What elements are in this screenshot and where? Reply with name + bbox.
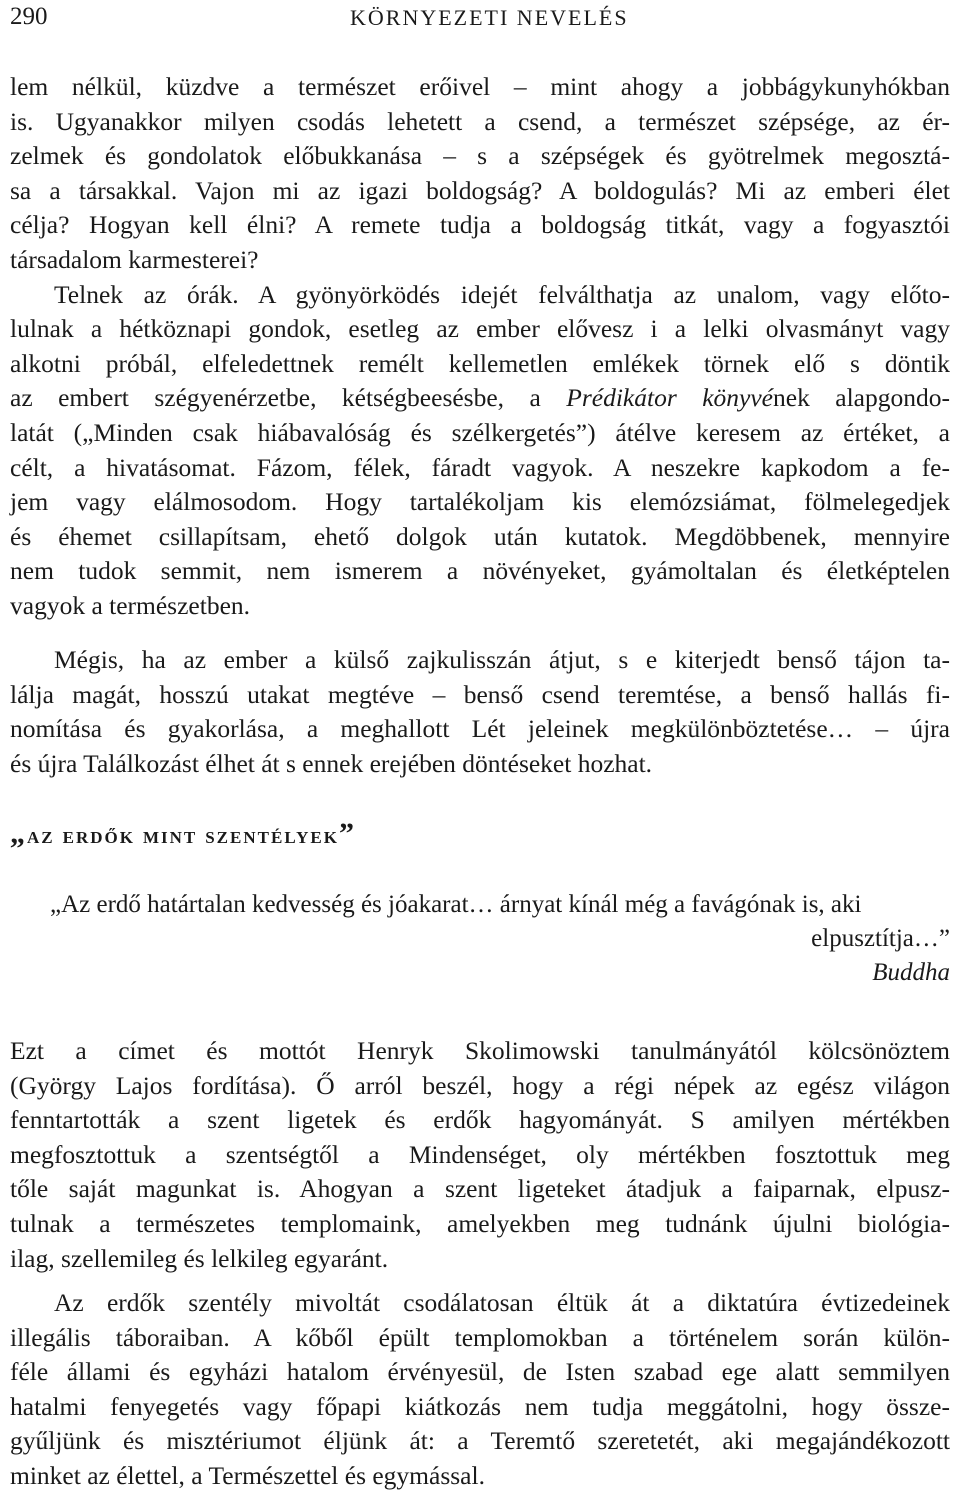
heading-text: az erdők mint szentélyek xyxy=(27,823,339,849)
text-line: és éhemet csillapítsam, ehető dolgok után kutatok. Megdöbbenek, mennyire xyxy=(10,521,950,551)
text-line: (György Lajos fordítása). Ő arról beszél, hogy a régi népek az egész világon xyxy=(10,1070,950,1100)
text-line: gyűljünk és misztériumot éljünk át: a Teremtő szeretetét, aki megajándékozott xyxy=(10,1426,950,1456)
paragraph-1 xyxy=(10,70,950,624)
text-line: célt, a hivatásomat. Fázom, félek, fáradt vagyok. A neszekre kapkodom a fe- xyxy=(10,452,950,482)
text-line: Telnek az órák. A gyönyörködés idejét felválthatja az unalom, vagy előto- xyxy=(54,279,950,309)
text-line: is. Ugyanakkor milyen csodás lehetett a csend, a természet szépsége, az ér- xyxy=(10,106,950,136)
text-line: tulnak a természetes templomaink, amelyekben meg tudnánk újulni biológia- xyxy=(10,1208,950,1238)
text-line: és újra Találkozást élhet át s ennek erejében döntéseket hozhat. xyxy=(10,748,653,778)
epigraph xyxy=(50,888,950,990)
paragraph-3 xyxy=(10,643,950,781)
text-line: célja? Hogyan kell élni? A remete tudja a boldogság titkát, vagy a fogyasztói xyxy=(10,210,950,240)
text-line: vagyok a természetben. xyxy=(10,590,251,620)
text-line: lulnak a hétköznapi gondok, esetleg az ember elővesz i a lelki olvasmányt vagy xyxy=(10,314,950,344)
text-line: zelmek és gondolatok előbukkanása – s a szépségek és gyötrelmek megosztá- xyxy=(10,141,950,171)
heading-quote-open: „ xyxy=(10,817,27,850)
text-line: Az erdők szentély mivoltát csodálatosan éltük át a diktatúra évtizedeinek xyxy=(54,1288,950,1317)
text-line: lálja magát, hosszú utakat megtéve – benső csend teremtése, a benső hallás fi- xyxy=(10,679,950,709)
text-line: nomítása és gyakorlása, a meghallott Lét jeleinek megkülönböztetése… – újra xyxy=(10,714,950,744)
text-segment: az embert szégyenérzetbe, kétségbeesésbe, a xyxy=(10,383,567,413)
text-line: fenntartották a szent ligetek és erdők hagyományát. S amilyen mértékben xyxy=(10,1105,950,1135)
text-line: ilag, szellemileg és lelkileg egyaránt. xyxy=(10,1243,389,1273)
paragraph-4 xyxy=(10,1034,950,1276)
text-line: féle állami és egyházi hatalom érvényesül, de Isten szabad ege alatt semmilyen xyxy=(10,1357,950,1387)
text-line: Mégis, ha az ember a külső zajkulisszán átjut, s e kiterjedt benső tájon ta- xyxy=(54,645,950,674)
running-head: KÖRNYEZETI NEVELÉS xyxy=(350,5,629,30)
epigraph-line: „Az erdő határtalan kedvesség és jóakarat… árnyat kínál még a favágónak is, aki xyxy=(50,891,862,918)
text-line: tőle saját magunkat is. Ahogyan a szent ligeteket átadjuk a faiparnak, elpusz- xyxy=(10,1174,950,1204)
text-line-with-italic xyxy=(10,381,950,416)
heading-quote-close: ” xyxy=(338,817,356,850)
page-number: 290 xyxy=(10,3,48,30)
text-line: nem tudok semmit, nem ismerem a növényeket, gyámoltalan és életképtelen xyxy=(10,556,950,586)
text-line: illegális táboraiban. A kőből épült templomokban a történelem során külön- xyxy=(10,1322,950,1352)
page-header xyxy=(10,0,950,34)
paragraph-5-first-line xyxy=(10,1286,950,1321)
text-line: hatalmi fenyegetés vagy főpapi kiátkozás nem tudja meggátolni, hogy össze- xyxy=(10,1391,950,1421)
text-segment: nek alapgondo- xyxy=(773,383,950,413)
text-line: latát („Minden csak hiábavalóság és szélkergetés”) átélve keresem az értéket, a xyxy=(10,417,950,447)
text-line: jem vagy elálmosodom. Hogy tartalékoljam kis elemózsiámat, fölmelegedjek xyxy=(10,487,950,517)
text-line: Ezt a címet és mottót Henryk Skolimowski tanulmányától kölcsönöztem xyxy=(10,1036,950,1065)
paragraph-3-first-line xyxy=(10,643,950,678)
epigraph-author: Buddha xyxy=(872,959,950,986)
paragraph-2-first-line xyxy=(10,278,950,313)
text-line: minket az élettel, a Természettel és egymással. xyxy=(10,1460,485,1490)
text-line: társadalom karmesterei? xyxy=(10,244,259,274)
section-heading xyxy=(10,814,356,856)
italic-book-title: Prédikátor könyvé xyxy=(566,383,773,413)
paragraph-5 xyxy=(10,1286,950,1494)
text-line: megfosztottuk a szentségtől a Mindenséget, oly mértékben fosztottuk meg xyxy=(10,1139,950,1169)
text-line: sa a társakkal. Vajon mi az igazi boldogság? A boldogulás? Mi az emberi élet xyxy=(10,175,950,205)
epigraph-line: elpusztítja…” xyxy=(811,925,950,952)
text-line: lem nélkül, küzdve a természet erőivel – mint ahogy a jobbágykunyhókban xyxy=(10,72,950,101)
text-line: alkotni próbál, elfeledettnek remélt kellemetlen emlékek törnek elő s döntik xyxy=(10,348,950,378)
